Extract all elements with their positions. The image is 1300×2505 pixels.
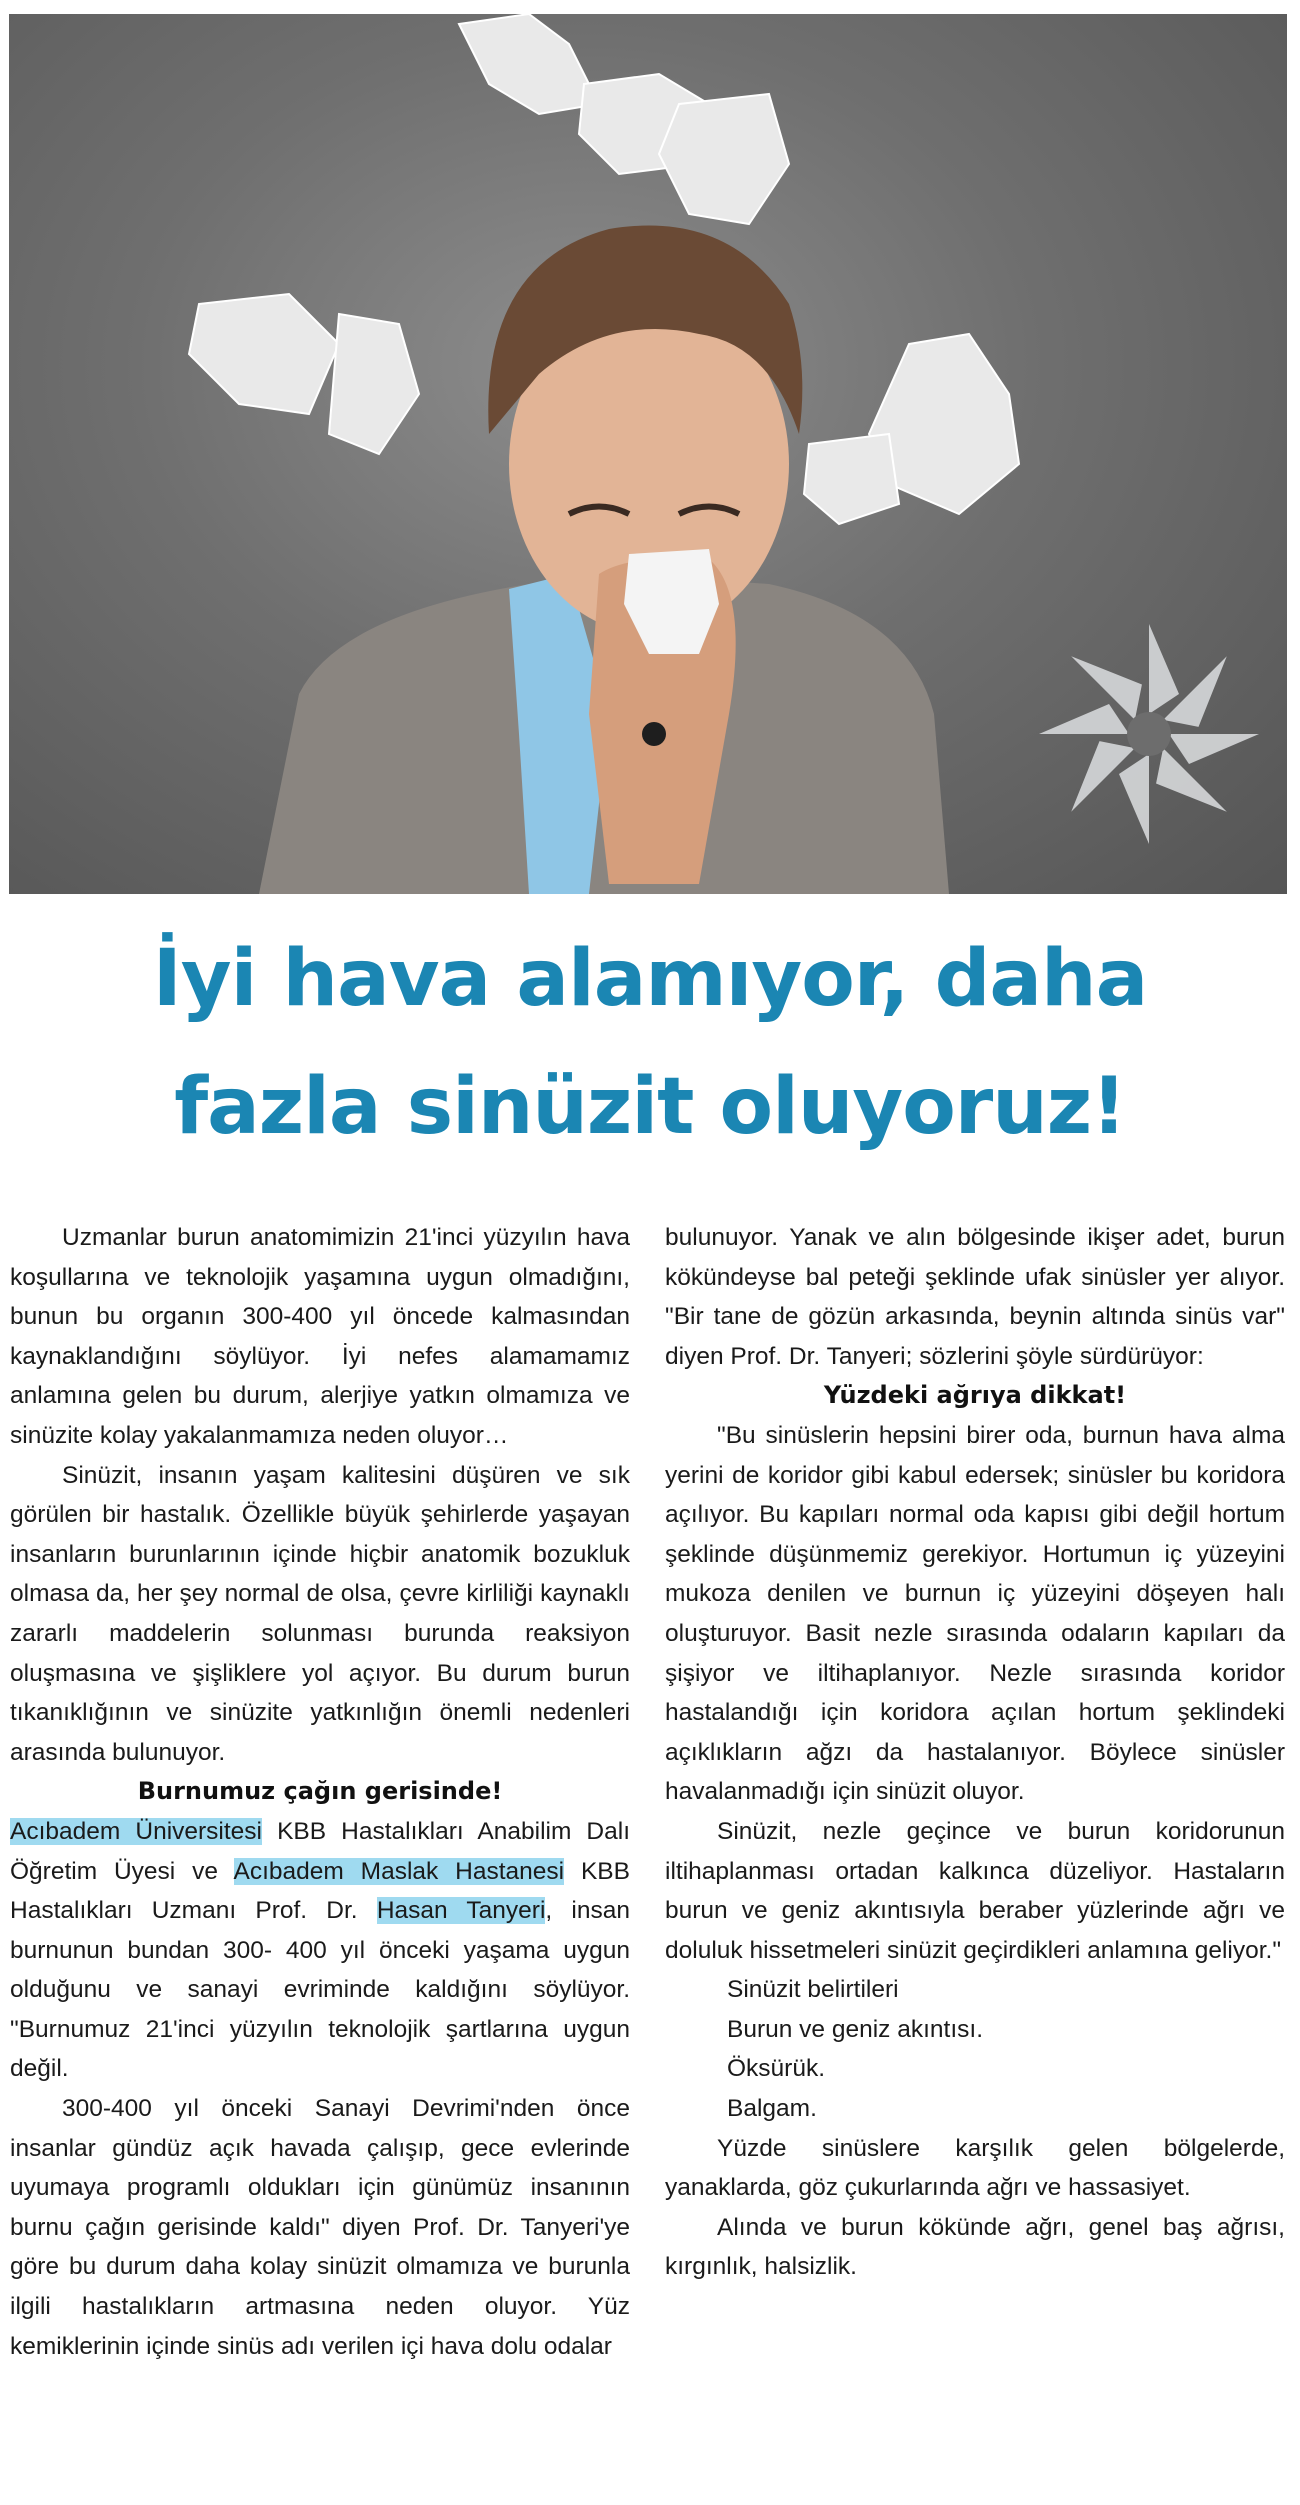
tissue-shape [459, 14, 599, 114]
paragraph: Yüzde sinüslere karşılık gelen bölgelerde, yanaklarda, göz çukurlarında ağrı ve hassasiyet. [665, 2134, 1285, 2202]
logo-watermark [1039, 624, 1259, 844]
subheading: Burnumuz çağın gerisinde! [137, 1777, 503, 1806]
article-photo [9, 14, 1287, 894]
subheading: Yüzdeki ağrıya dikkat! [823, 1381, 1127, 1410]
tissue-shape [189, 294, 339, 414]
highlighted-name: Acıbadem Maslak Hastanesi [233, 1857, 565, 1885]
list-item: Balgam. [727, 2095, 817, 2123]
headline [0, 915, 1300, 1171]
tissue-shape [329, 314, 419, 454]
list-item: Burun ve geniz akıntısı. [727, 2015, 984, 2043]
headline-line-1: İyi hava alamıyor, daha [152, 934, 1148, 1024]
paragraph: 300-400 yıl önceki Sanayi Devrimi'nden önce insanlar gündüz açık havada çalışıp, gece evlerinde uyumaya programlı oldukları için günümüz insanının burnu çağın gerisinde kaldı" diyen Prof. Dr. Tanyeri'ye göre bu durum daha kolay sinüzit olmamıza ve burunla ilgili hastalıkların artmasına neden oluyor. Yüz kemiklerinin içinde sinüs adı verilen içi hava dolu odalar [10, 2095, 630, 2360]
left-column [10, 1218, 630, 2366]
highlighted-name: Acıbadem Üniversitesi [10, 1817, 262, 1845]
tissue-shape [659, 94, 789, 224]
paragraph: bulunuyor. Yanak ve alın bölgesinde ikişer adet, burun kökündeyse bal peteği şeklinde ufak sinüsler yer alıyor. "Bir tane de gözün arkasında, beynin altında sinüs var" diyen Prof. Dr. Tanyeri; sözlerini şöyle sürdürüyor: [665, 1224, 1285, 1370]
paragraph: Sinüzit, insanın yaşam kalitesini düşüren ve sık görülen bir hastalık. Özellikle büyük şehirlerde yaşayan insanların burunlarının içinde hiçbir anatomik bozukluk olmasa da, her şey normal de olsa, çevre kirliliği kaynaklı zararlı maddelerin solunması burunda reaksiyon oluşmasına ve şişliklere yol açıyor. Bu durum burun tıkanıklığının ve sinüzite yatkınlığın önemli nedenleri arasında bulunuyor. [10, 1461, 630, 1766]
sneezing-woman-illustration [9, 14, 1287, 894]
paragraph: Sinüzit, nezle geçince ve burun koridorunun iltihaplanması ortadan kalkınca düzeliyor. Hastaların burun ve geniz akıntısıyla beraber yüzlerinde ağrı ve doluluk hissetmeleri sinüzit geçirdikleri anlamına geliyor." [665, 1817, 1285, 1964]
list-item: Öksürük. [727, 2055, 826, 2083]
text-run: , insan burnunun bundan 300- 400 yıl önceki yaşama uygun olduğunu ve sanayi evriminde kaldığını söylüyor. "Burnumuz 21'inci yüzyılın teknolojik şartlarına uygun değil. [10, 1897, 630, 2083]
list-item: Sinüzit belirtileri [727, 1976, 899, 2004]
paragraph: "Bu sinüslerin hepsini birer oda, burnun hava alma yerini de koridor gibi kabul edersek; sinüsler bu koridora açılıyor. Bu kapıları normal oda kapısı gibi değil hortum şeklinde düşünmemiz gerekiyor. Hortumun iç yüzeyini mukoza denilen ve burnun iç yüzeyini döşeyen halı oluşturuyor. Basit nezle sırasında odaların kapıları da şişiyor ve iltihaplanıyor. Nezle sırasında koridor hastalandığı için koridora açılan hortum şeklindeki açıklıkların ağzı da hastalanıyor. Böylece sinüsler havalanmadığı için sinüzit oluyor. [665, 1421, 1285, 1806]
headline-line-2: fazla sinüzit oluyoruz! [174, 1062, 1126, 1152]
tissue-shape [804, 434, 899, 524]
text-run: KBB Hastalıkları Anabilim Dalı Öğretim Üyesi ve [10, 1817, 630, 1885]
paragraph: Alında ve burun kökünde ağrı, genel baş ağrısı, kırgınlık, halsizlik. [665, 2213, 1285, 2281]
text-run: KBB Hastalıkları Uzmanı Prof. Dr. [10, 1857, 630, 1925]
paragraph: Uzmanlar burun anatomimizin 21'inci yüzyılın hava koşullarına ve teknolojik yaşamına uygun olmadığını, bunun bu organın 300-400 yıl öncede kalmasından kaynaklandığını söylüyor. İyi nefes alamamamız anlamına gelen bu durum, alerjiye yatkın olmamıza ve sinüzite kolay yakalanmamıza neden oluyor… [10, 1224, 630, 1449]
highlighted-name: Hasan Tanyeri [376, 1897, 546, 1925]
paragraph [10, 1812, 630, 2089]
right-column [665, 1218, 1285, 2287]
